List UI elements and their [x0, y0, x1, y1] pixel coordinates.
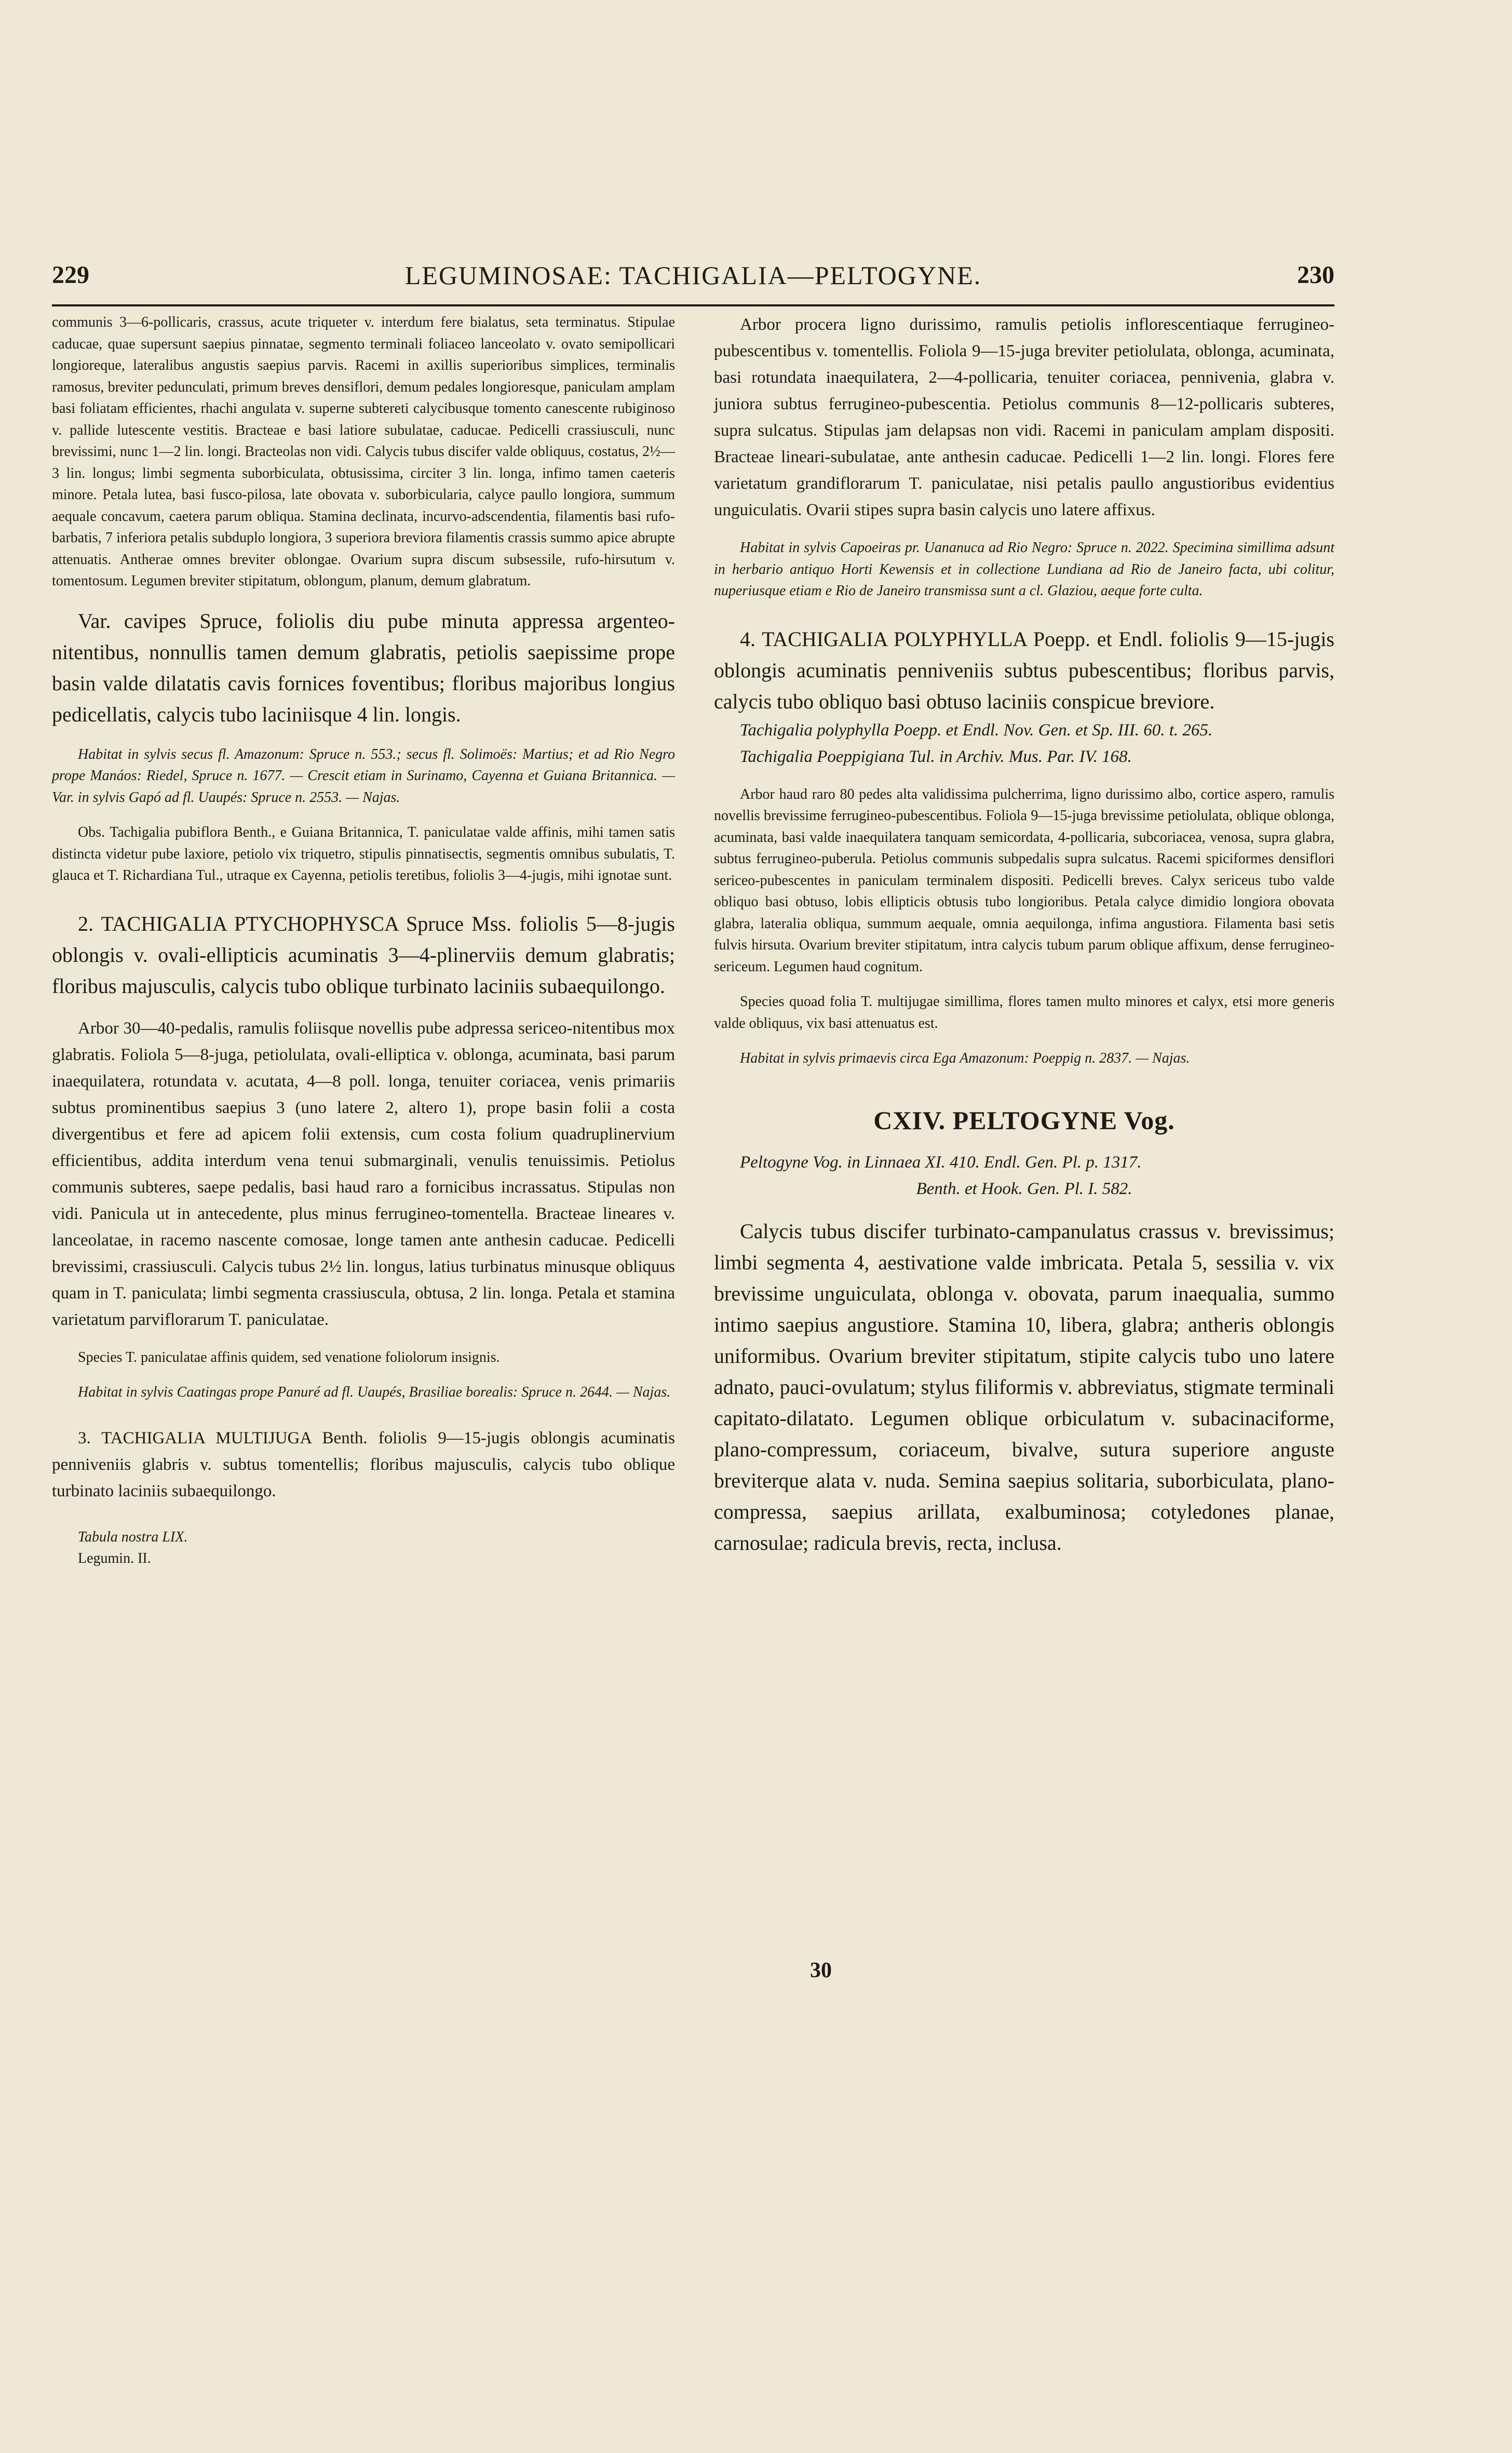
observation-paragraph: Obs. Tachigalia pubiflora Benth., e Guiana Britannica, T. paniculatae valde affinis, mihi tamen satis distincta videtur pube laxiore, petiolo vix triquetro, stipulis pinnatisectis, segmentis omnibus subulatis, T. glauca et T. Richardiana Tul., utraque ex Cayenna, petiolis teretibus, foliolis 3—4-jugis, mihi ignotae sunt.: [52, 824, 675, 883]
genus-description: Calycis tubus discifer turbinato-campanulatus crassus v. brevissimus; limbi segmenta 4, aestivatione valde imbricata. Petala 5, sessilia v. vix brevissime unguiculata, oblonga v. obovata, parum inaequalia, summo intimo saepius angustiore. Stamina 10, libera, glabra; antheris oblongis uniformibus. Ovarium breviter stipitatum, stipite calycis tubo uno latere adnato, pauci-ovulatum; stylus filiformis v. abbreviatus, stigmate terminali capitato-dilatato. Legumen oblique orbiculatum v. subacinaciforme, plano-compressum, coriaceum, bivalve, sutura superiore anguste breviterque alata v. nuda. Semina saepius solitaria, suborbiculata, plano-compressa, saepius arillata, exalbuminosa; cotyledones planae, carnosulae; radicula brevis, recta, inclusa.: [714, 1219, 1334, 1554]
species-heading: 2. TACHIGALIA PTYCHOPHYSCA Spruce Mss. foliolis 5—8-jugis oblongis v. ovali-ellipticis acuminatis 3—4-plinerviis demum glabratis; floribus majusculis, calycis tubo oblique turbinato laciniis subaequilongo.: [52, 912, 675, 998]
header-rule: [52, 304, 1334, 306]
running-title: LEGUMINOSAE: TACHIGALIA—PELTOGYNE.: [404, 261, 982, 290]
species-note: Species quoad folia T. multijugae simillima, flores tamen multo minores et calyx, etsi more generis valde obliquus, vix basi attenuatus est.: [714, 994, 1334, 1031]
variety-paragraph: Var. cavipes Spruce, foliolis diu pube minuta appressa argenteo-nitentibus, nonnullis tamen demum glabratis, petiolis saepissime prope basin valde dilatatis cavis fornices foventibus; floribus majoribus longius pedicellatis, calycis tubo laciniisque 4 lin. longis.: [52, 609, 675, 726]
habitat-paragraph: Habitat in sylvis primaevis circa Ega Amazonum: Poeppig n. 2837. — Najas.: [740, 1050, 1190, 1066]
description-paragraph: Arbor procera ligno durissimo, ramulis petiolis inflorescentiaque ferrugineo-pubescentibus v. tomentellis. Foliola 9—15-juga breviter petiolulata, oblonga, acuminata, basi rotundata inaequilatera, 2—4-pollicaria, tenuiter coriacea, pennivenia, glabra v. juniora subtus ferrugineo-pubescentia. Petiolus communis 8—12-pollicaris subteres, supra sulcatus. Stipulas jam delapsas non vidi. Racemi in paniculam amplam dispositi. Bracteae lineari-subulatae, ante anthesin caducae. Pedicelli 1—2 lin. longi. Flores fere varietatum grandiflorarum T. paniculatae, nisi petalis paullo angustioribus evidentius unguiculatis. Ovarii stipes supra basin calycis uno latere affixus.: [714, 315, 1334, 519]
habitat-paragraph: Habitat in sylvis Caatingas prope Panuré ad fl. Uaupés, Brasiliae borealis: Spruce n. 2644. — Najas.: [78, 1384, 671, 1400]
left-column: [52, 312, 675, 1570]
species-note: Species T. paniculatae affinis quidem, sed venatione foliolorum insignis.: [78, 1349, 500, 1365]
habitat-paragraph: Habitat in sylvis secus fl. Amazonum: Spruce n. 553.; secus fl. Solimoës: Martius; et ad Rio Negro prope Manáos: Riedel, Spruce n. 1677. — Crescit etiam in Surinamo, Cayenna et Guiana Britannica. — Var. in sylvis Gapó ad fl. Uaupés: Spruce n. 2553. — Najas.: [52, 746, 675, 806]
synonym-citation: Tachigalia polyphylla Poepp. et Endl. Nov. Gen. et Sp. III. 60. t. 265.: [740, 720, 1213, 740]
species-heading: 3. TACHIGALIA MULTIJUGA Benth. foliolis 9—15-jugis oblongis acuminatis penniveniis glabris v. subtus tomentellis; floribus majusculis, calycis tubo oblique turbinato laciniis subaequilongo.: [52, 1428, 675, 1500]
signature-number: 30: [810, 1959, 832, 1982]
genus-heading: CXIV. PELTOGYNE Vog.: [873, 1105, 1175, 1135]
species-heading: 4. TACHIGALIA POLYPHYLLA Poepp. et Endl. foliolis 9—15-jugis oblongis acuminatis penniveniis subtus pubescentibus; floribus parvis, calycis tubo obliquo basi obtuso laciniis conspicue breviore.: [714, 627, 1334, 713]
genus-citation: Peltogyne Vog. in Linnaea XI. 410. Endl. Gen. Pl. p. 1317.: [740, 1152, 1142, 1172]
signature-mark: Legumin. II.: [78, 1550, 151, 1566]
page-number-right: 230: [1297, 261, 1334, 289]
description-paragraph: communis 3—6-pollicaris, crassus, acute triqueter v. interdum fere bialatus, seta terminatus. Stipulae caducae, quae supersunt saepius pinnatae, segmento terminali foliaceo lanceolato v. ovato semipollicari longioreque, lateralibus angustis saepius parvis. Racemi in axillis superioribus simplices, terminalis ramosus, breviter pedunculati, primum breves densiflori, demum pedales longioresque, paniculam amplam basi foliatam efficientes, rhachi angulata v. superne subtereti calycibusque tomento canescente rubiginoso v. pallide lutescente vestitis. Bracteae e basi latiore subulatae, caducae. Pedicelli crassiusculi, nunc brevissimi, nunc 1—2 lin. longi. Bracteolas non vidi. Calycis tubus discifer valde obliquus, costatus, 2½—3 lin. longus; limbi segmenta suborbiculata, obtusissima, circiter 3 lin. longa, infimo tamen caeteris minore. Petala lutea, basi fusco-pilosa, late obovata v. suborbicularia, calyce paullo longiora, summum aequale concavum, caetera parum obliqua. Stamina declinata, incurvo-adscendentia, filamentis basi rufo-barbatis, 7 inferiora petalis subduplo longiora, 3 superiora breviora filamentis crassis summo apice abrupte attenuatis. Antherae omnes breviter oblongae. Ovarium supra discum subsessile, rufo-hirsutum v. tomentosum. Legumen breviter stipitatum, oblongum, planum, demum glabratum.: [52, 314, 675, 589]
species-description: Arbor haud raro 80 pedes alta validissima pulcherrima, ligno durissimo albo, cortice aspero, ramulis novellis brevissime ferrugineo-pubescentibus. Foliola 9—15-juga brevissime petiolulata, oblique oblonga, acuminata, basi valde inaequilatera tanquam semicordata, 4-pollicaria, subcoriacea, venosa, supra glabra, subtus ferrugineo-puberula. Petiolus communis subpedalis supra sulcatus. Racemi spiciformes densiflori sericeo-pubescentes in paniculam terminalem dispositi. Pedicelli breves. Calyx sericeus tubo valde obliquo basi obtuso, lobis ellipticis obtusis tubo longioribus. Petala calyce dimidio longiora obovata glabra, lateralia obliqua, summum aequale, omnia aequilonga, infima angustiora. Filamenta basi setis fulvis hirsuta. Ovarium breviter stipitatum, intra calycis tubum parum oblique affixum, dense ferrugineo-sericeum. Legumen haud cognitum.: [714, 786, 1334, 975]
page-header: [52, 260, 1334, 301]
genus-citation: Benth. et Hook. Gen. Pl. I. 582.: [916, 1179, 1132, 1198]
species-description: Arbor 30—40-pedalis, ramulis foliisque novellis pube adpressa sericeo-nitentibus mox glabratis. Foliola 5—8-juga, petiolulata, ovali-elliptica v. oblonga, acuminata, basi parum inaequilatera, rotundata v. acutata, 4—8 poll. longa, tenuiter coriacea, venis primariis subtus prominentibus saepius 3 (uno latere 2, altero 1), prope basin folii a costa divergentibus et fere ad apicem folii extensis, cum costa folium quadruplinervium efficientibus, addita interdum vena tenui submarginali, venulis tenuissimis. Petiolus communis subteres, saepe pedalis, basi haud raro a fornicibus incrassatus. Stipulas non vidi. Panicula ut in antecedente, plus minus ferrugineo-tomentella. Bracteae lineares v. lanceolatae, in racemo nascente comosae, longe tamen ante anthesin caducae. Pedicelli brevissimi, crassiusculi. Calycis tubus 2½ lin. longus, latius turbinatus minusque obliquus quam in T. paniculata; limbi segmenta crassiuscula, obtusa, 2 lin. longa. Petala et stamina varietatum parviflorarum T. paniculatae.: [52, 1018, 675, 1329]
habitat-paragraph: Habitat in sylvis Capoeiras pr. Uananuca ad Rio Negro: Spruce n. 2022. Specimina simillima adsunt in herbario antiquo Horti Kewensis et in collectione Lundiana ad Rio de Janeiro facta, ubi colitur, nuperiusque etiam e Rio de Janeiro transmissa sunt a cl. Glaziou, aeque forte culta.: [714, 540, 1334, 599]
synonym-citation: Tachigalia Poeppigiana Tul. in Archiv. Mus. Par. IV. 168.: [740, 747, 1132, 766]
page-number-left: 229: [52, 261, 89, 289]
right-column: [714, 312, 1334, 1559]
plate-reference: Tabula nostra LIX.: [78, 1529, 188, 1545]
